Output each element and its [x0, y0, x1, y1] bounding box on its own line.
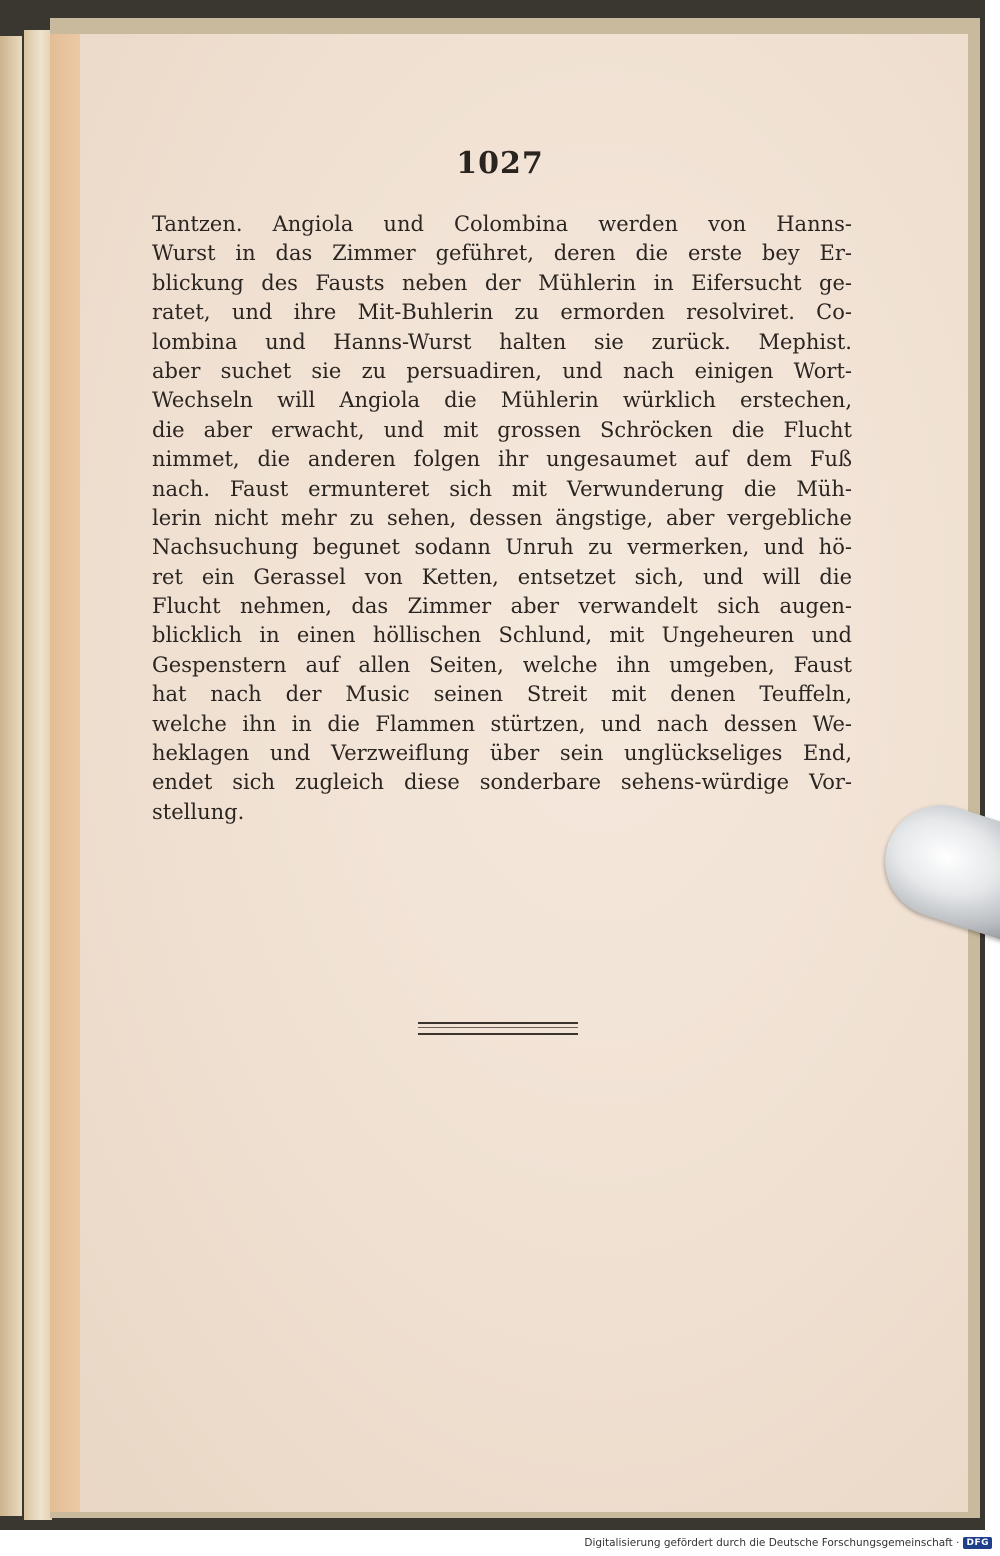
book-spine	[24, 30, 52, 1520]
digitization-credit	[584, 1534, 992, 1552]
text-line: nach. Faust ermunteret sich mit Verwunderung die Müh-	[152, 476, 852, 501]
text-line: heklagen und Verzweiflung über sein unglückseliges End,	[152, 741, 852, 766]
text-line: nimmet, die anderen folgen ihr ungesaumet auf dem Fuß	[152, 447, 852, 472]
text-line: blickung des Fausts neben der Mühlerin in Eifersucht ge-	[152, 270, 852, 295]
page-number: 1027	[456, 146, 544, 181]
text-line: Nachsuchung begunet sodann Unruh zu vermerken, und hö-	[152, 535, 852, 560]
text-line: lombina und Hanns-Wurst halten sie zurück. Mephist.	[152, 329, 852, 354]
text-line: Wurst in das Zimmer geführet, deren die erste bey Er-	[152, 241, 852, 266]
text-line: welche ihn in die Flammen stürtzen, und nach dessen We-	[152, 711, 852, 736]
text-line: aber suchet sie zu persuadiren, und nach einigen Wort-	[152, 358, 852, 383]
text-line: Wechseln will Angiola die Mühlerin würklich erstechen,	[152, 388, 852, 413]
facing-page-edge	[0, 36, 22, 1516]
text-line: ratet, und ihre Mit-Buhlerin zu ermorden resolviret. Co-	[152, 300, 852, 325]
dfg-logo: DFG	[963, 1537, 992, 1549]
text-line: Flucht nehmen, das Zimmer aber verwandelt sich augen-	[152, 594, 852, 619]
text-line: Tantzen. Angiola und Colombina werden von Hanns-	[152, 212, 852, 236]
body-text	[152, 210, 852, 827]
text-line: endet sich zugleich diese sonderbare sehens-würdige Vor-	[152, 770, 852, 795]
text-line: lerin nicht mehr zu sehen, dessen ängstige, aber vergebliche	[152, 505, 852, 530]
text-line: ret ein Gerassel von Ketten, entsetzet sich, und will die	[152, 564, 852, 589]
text-line: Gespenstern auf allen Seiten, welche ihn umgeben, Faust	[152, 652, 852, 677]
text-line: blicklich in einen höllischen Schlund, mit Ungeheuren und	[152, 623, 852, 648]
text-line: hat nach der Music seinen Streit mit denen Teuffeln,	[152, 682, 852, 707]
gutter-strip	[50, 34, 80, 1512]
credit-text: Digitalisierung gefördert durch die Deutsche Forschungsgemeinschaft ·	[584, 1537, 960, 1549]
text-line: die aber erwacht, und mit grossen Schröcken die Flucht	[152, 417, 852, 442]
text-line: stellung.	[152, 799, 245, 824]
end-ornament-rule	[418, 1022, 578, 1035]
